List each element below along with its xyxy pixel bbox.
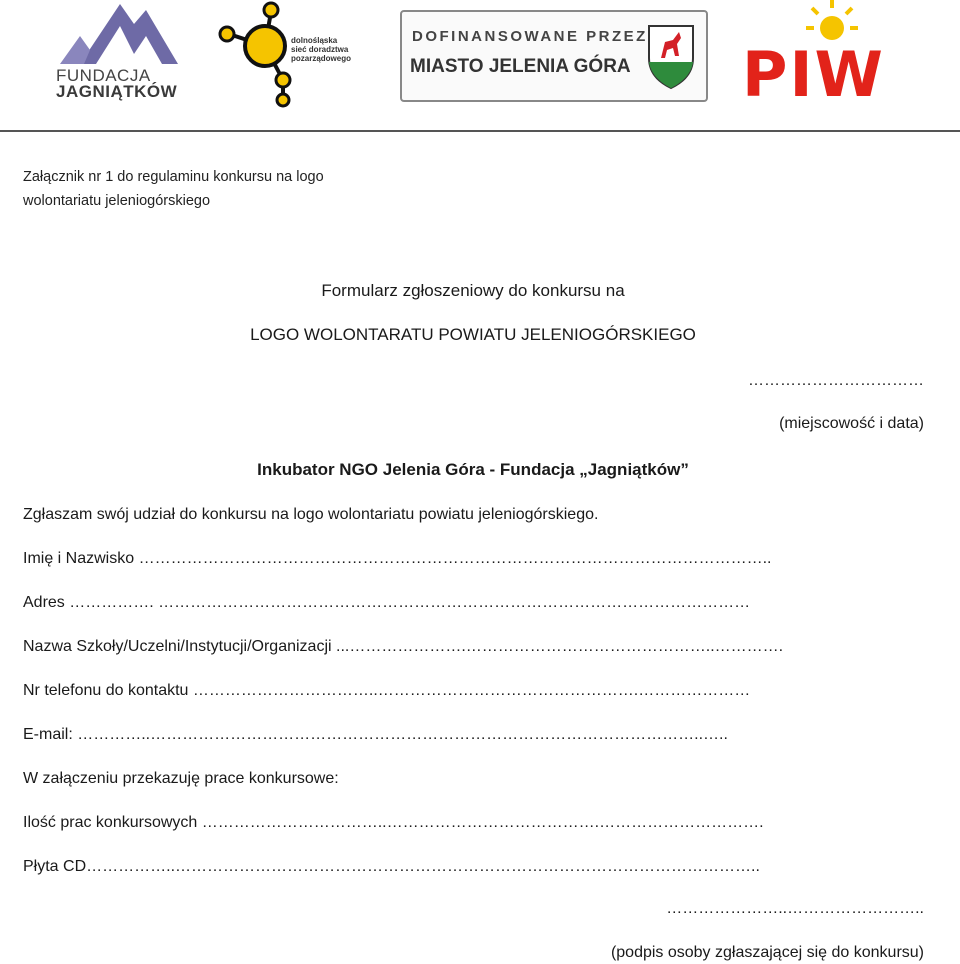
field-cd: Płyta CD……………..……………………………………………………………………………………………….. <box>23 858 760 875</box>
organizer-heading: Inkubator NGO Jelenia Góra - Fundacja „Jagniątków” <box>257 460 689 479</box>
field-works-count: Ilość prac konkursowych ……………………………..………………………………….…………………………. <box>23 814 764 831</box>
form-title-line2: LOGO WOLONTARATU POWIATU JELENIOGÓRSKIEGO <box>250 325 696 344</box>
declaration-text: Zgłaszam swój udział do konkursu na logo wolontariatu powiatu jeleniogórskiego. <box>23 506 599 523</box>
piw-logo-mark <box>740 0 930 110</box>
form-title-line1: Formularz zgłoszeniowy do konkursu na <box>321 281 625 300</box>
dsdp-logo-line3: pozarządowego <box>291 54 352 63</box>
annex-note-line1: Załącznik nr 1 do regulaminu konkursu na logo <box>23 169 324 185</box>
field-email: E-mail: …………..…………………………………………………………………………………………..….. <box>23 726 728 743</box>
piw-logo-text: PIW <box>742 38 885 110</box>
header-divider <box>0 130 960 132</box>
dsdp-logo-line1: dolnośląska <box>291 36 338 45</box>
fundacja-logo-line1: FUNDACJA <box>56 66 151 85</box>
mountains-icon <box>50 0 190 70</box>
dofinansowane-line1: DOFINANSOWANE PRZEZ <box>412 28 648 45</box>
fundacja-jagniatkow-logo <box>50 0 190 105</box>
network-nodes-icon <box>215 0 295 110</box>
place-date-label: (miejscowość i data) <box>779 415 924 432</box>
attachment-heading: W załączeniu przekazuję prace konkursowe: <box>23 770 339 787</box>
field-institution: Nazwa Szkoły/Uczelni/Instytucji/Organizacji ...………………….………………………………………..…………. <box>23 638 784 655</box>
field-phone: Nr telefonu do kontaktu ……………………………..………………………………………….………………… <box>23 682 751 699</box>
place-date-dots: …………………………… <box>748 372 924 389</box>
field-name: Imię i Nazwisko ……………………………………………………………………………………………………….. <box>23 550 772 567</box>
signature-dots: …………………..…………………….. <box>666 900 924 917</box>
signature-label: (podpis osoby zgłaszającej się do konkursu) <box>610 944 924 961</box>
dsdp-logo <box>215 0 375 110</box>
header-logos <box>0 0 960 132</box>
dofinansowane-line2: MIASTO JELENIA GÓRA <box>410 56 631 77</box>
dsdp-logo-line2: sieć doradztwa <box>291 45 349 54</box>
annex-note-line2: wolontariatu jeleniogórskiego <box>23 193 211 209</box>
fundacja-logo-line2: JAGNIĄTKÓW <box>56 82 178 101</box>
city-coat-of-arms-icon <box>645 22 697 90</box>
field-address: Adres ……………. ………………………………………………………………………………………………… <box>23 594 751 611</box>
piw-logo <box>740 0 930 110</box>
dofinansowane-logo <box>400 10 708 102</box>
